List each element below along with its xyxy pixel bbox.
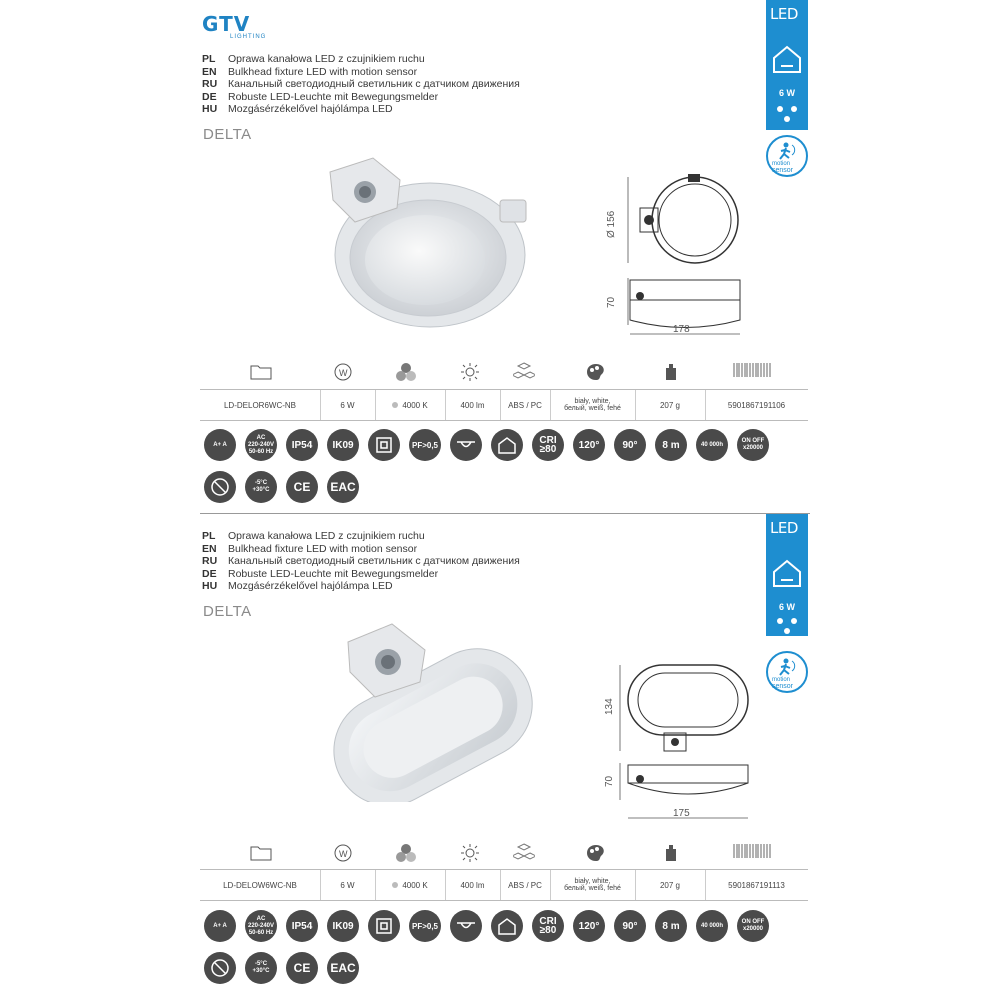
svg-text:W: W [339, 368, 348, 378]
technical-drawing-round [600, 160, 750, 340]
eac-mark-icon: EAC [327, 471, 359, 503]
height-dimension-top: 134 [604, 698, 615, 715]
running-man-icon [776, 141, 800, 161]
led-label: LED [770, 519, 798, 537]
lang-hu: HU Mozgásérzékelővel hajólámpa LED [202, 580, 393, 592]
ip-rating-icon: IP54 [286, 429, 318, 461]
brand-sub: LIGHTING [230, 34, 267, 40]
cri-icon: CRI ≥80 [532, 910, 564, 942]
section-separator [200, 513, 810, 514]
ean-value: 5901867191113 [728, 880, 785, 890]
svg-text:W: W [339, 849, 348, 859]
model-name: DELTA [203, 126, 252, 143]
lifetime-icon: 40 000h [696, 429, 728, 461]
cri-icon: CRI ≥80 [532, 429, 564, 461]
weight-value: 207 g [635, 870, 706, 900]
detection-range-icon: 8 m [655, 429, 687, 461]
lang-en: EN Bulkhead fixture LED with motion sensor [202, 65, 418, 78]
product-photo-oval [310, 612, 545, 802]
ik-rating-icon: IK09 [327, 429, 359, 461]
led-label: LED [770, 5, 798, 23]
energy-class-icon: A+ A [204, 429, 236, 461]
detection-angle-icon: 90° [614, 910, 646, 942]
spec-divider [200, 420, 808, 421]
power-label: 6 W [778, 602, 795, 612]
house-icon [772, 44, 802, 74]
spec-divider [200, 900, 808, 901]
spec-icons-row [200, 843, 810, 867]
language-descriptions-2 [202, 530, 520, 593]
class-ii-icon [368, 910, 400, 942]
switching-cycles-icon: ON OFF x20000 [737, 910, 769, 942]
voltage-icon: AC 220-240V 50-60 Hz [245, 910, 277, 942]
detection-angle-icon: 90° [614, 429, 646, 461]
power-label: 6 W [778, 88, 795, 98]
class-ii-icon [368, 429, 400, 461]
ceiling-mount-icon [450, 910, 482, 942]
house-icon [772, 558, 802, 588]
cubes-icon [513, 362, 535, 382]
temperature-range-icon: -5°C +30°C [245, 471, 277, 503]
temperature-range-icon: -5°C +30°C [245, 952, 277, 984]
voltage-icon: AC 220-240V 50-60 Hz [245, 429, 277, 461]
outdoor-house-icon [491, 429, 523, 461]
eac-mark-icon: EAC [327, 952, 359, 984]
outdoor-house-icon [491, 910, 523, 942]
running-man-icon [776, 657, 800, 677]
switching-cycles-icon: ON OFF x20000 [737, 429, 769, 461]
colour-value: biały, white, белый, weiß, fehé [550, 390, 636, 420]
energy-class-icon: A+ A [204, 910, 236, 942]
height-dimension: 70 [606, 296, 617, 308]
color-temp-value: 4000 K [375, 870, 446, 900]
no-dimming-icon [204, 952, 236, 984]
lifetime-icon: 40 000h [696, 910, 728, 942]
product-code: LD-DELOR6WC-NB [200, 390, 321, 420]
power-value: 6 W [320, 390, 376, 420]
ceiling-mount-icon [450, 429, 482, 461]
spec-values-row [200, 390, 808, 420]
color-temp-icon [395, 843, 417, 863]
sun-icon [460, 362, 480, 382]
motion-sensor-badge [766, 651, 808, 693]
spec-icons-row [200, 362, 810, 386]
lang-hu: HU Mozgásérzékelővel hajólámpa LED [202, 103, 393, 115]
power-value: 6 W [320, 870, 376, 900]
cubes-icon [513, 843, 535, 863]
color-temp-value: 4000 K [375, 390, 446, 420]
width-dimension: 175 [673, 808, 690, 819]
model-name: DELTA [203, 603, 252, 620]
power-icon [333, 362, 353, 382]
product-photo-round [325, 150, 535, 330]
lang-ru: RU Канальный светодиодный светильник с датчиком движения [202, 78, 520, 90]
brand-name: GTV [202, 12, 251, 36]
palette-icon [585, 362, 607, 382]
motion-label: motion [772, 677, 791, 683]
height-dimension: 70 [604, 775, 615, 787]
colour-value: biały, white, белый, weiß, fehé [550, 870, 636, 900]
weight-icon [663, 362, 679, 382]
dots-icon [774, 104, 800, 126]
material-value: ABS / PC [500, 870, 551, 900]
weight-value: 207 g [635, 390, 706, 420]
beam-angle-icon: 120° [573, 429, 605, 461]
motion-label: motion [772, 161, 791, 167]
folder-icon [250, 362, 272, 380]
language-descriptions-1 [202, 53, 520, 116]
ean-value: 5901867191106 [727, 400, 786, 410]
width-dimension: 178 [673, 324, 690, 335]
lang-pl: PL Oprawa kanałowa LED z czujnikiem ruchu [202, 530, 425, 542]
gtv-logo [202, 12, 267, 40]
led-badge [766, 0, 808, 130]
ik-rating-icon: IK09 [327, 910, 359, 942]
technical-drawing-oval [600, 655, 755, 825]
beam-angle-icon: 120° [573, 910, 605, 942]
detection-range-icon: 8 m [655, 910, 687, 942]
ce-mark-icon: CE [286, 471, 318, 503]
motion-sensor-badge [766, 135, 808, 177]
folder-icon [250, 843, 272, 861]
barcode-icon [732, 843, 774, 859]
material-value: ABS / PC [500, 390, 551, 420]
power-factor-icon: PF>0,5 [409, 910, 441, 942]
sensor-label: sensor [772, 167, 794, 174]
lang-ru: RU Канальный светодиодный светильник с датчиком движения [202, 555, 520, 567]
dots-icon [774, 616, 800, 636]
barcode-icon [732, 362, 774, 378]
palette-icon [585, 843, 607, 863]
color-temp-icon [395, 362, 417, 382]
lumen-value: 400 lm [445, 390, 501, 420]
power-factor-icon: PF>0,5 [409, 429, 441, 461]
lang-pl: PL Oprawa kanałowa LED z czujnikiem ruchu [202, 53, 425, 65]
diameter-dimension: Ø 156 [606, 210, 617, 238]
ip-rating-icon: IP54 [286, 910, 318, 942]
lumen-value: 400 lm [445, 870, 501, 900]
spec-values-row [200, 870, 808, 900]
lang-de: DE Robuste LED-Leuchte mit Bewegungsmelder [202, 567, 439, 580]
sensor-label: sensor [772, 683, 794, 690]
no-dimming-icon [204, 471, 236, 503]
power-icon [333, 843, 353, 863]
sun-icon [460, 843, 480, 863]
ce-mark-icon: CE [286, 952, 318, 984]
led-badge [766, 514, 808, 636]
lang-en: EN Bulkhead fixture LED with motion sensor [202, 542, 418, 555]
product-code: LD-DELOW6WC-NB [200, 870, 321, 900]
weight-icon [663, 843, 679, 863]
lang-de: DE Robuste LED-Leuchte mit Bewegungsmelder [202, 90, 439, 103]
